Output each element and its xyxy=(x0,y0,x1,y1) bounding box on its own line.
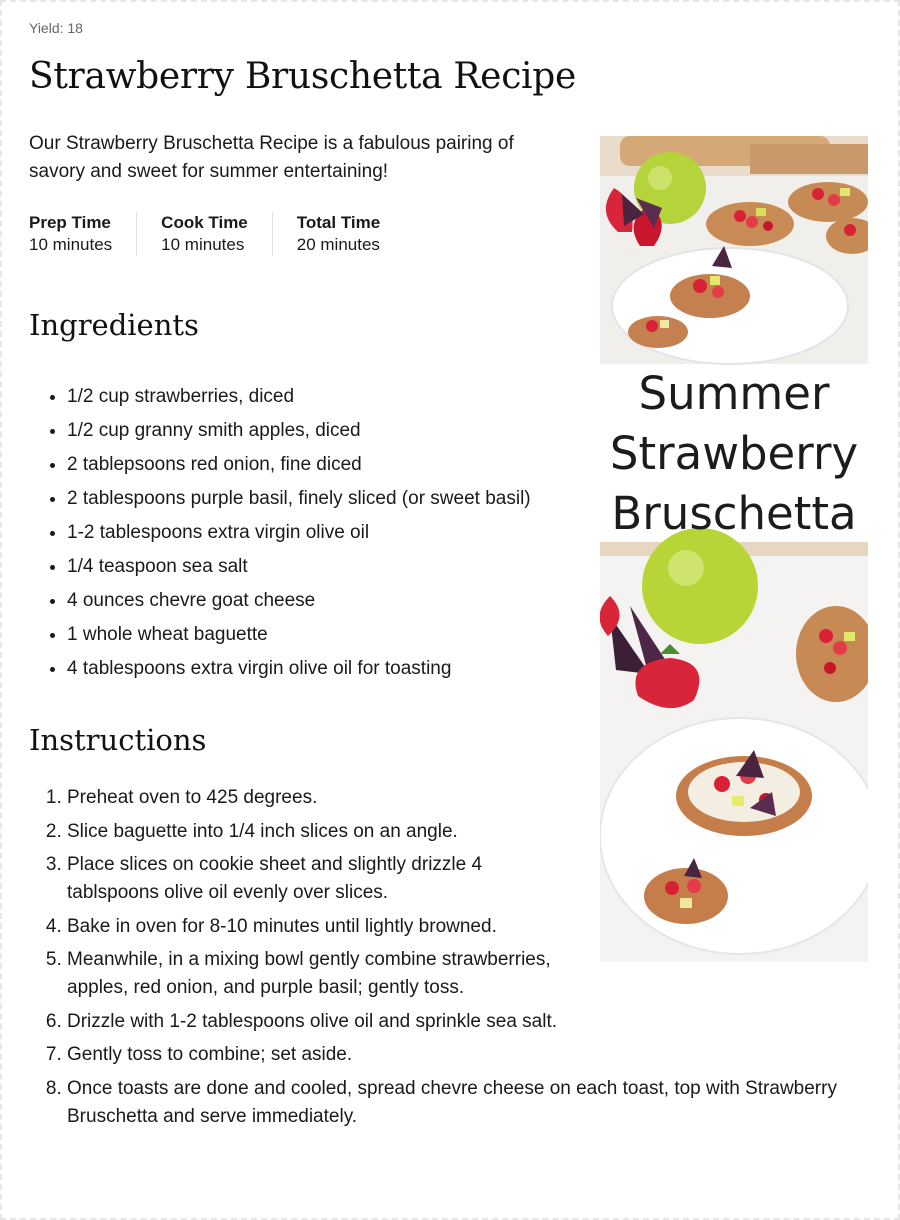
instruction-step: 5. Meanwhile, in a mixing bowl gently combine strawberries, apples, red onion, and purple basil; gently toss. xyxy=(67,946,559,1002)
prep-time-label: Prep Time xyxy=(29,213,111,232)
cook-time-label: Cook Time xyxy=(161,213,248,232)
ingredient-item: • 4 tablespoons extra virgin olive oil for toasting xyxy=(67,652,627,686)
photo-caption-line: Bruschetta xyxy=(611,487,857,540)
prep-time-value: 10 minutes xyxy=(29,235,113,254)
ingredients-heading: Ingredients xyxy=(29,308,199,342)
instruction-step: 2. Slice baguette into 1/4 inch slices on an angle. xyxy=(67,818,559,846)
total-time-label: Total Time xyxy=(296,213,381,232)
ingredients-list xyxy=(29,380,627,686)
yield-label: Yield: 18 xyxy=(29,20,83,36)
recipe-title: Strawberry Bruschetta Recipe xyxy=(29,56,577,97)
total-time xyxy=(297,212,404,256)
cook-time-value: 10 minutes xyxy=(161,235,245,254)
ingredient-item: • 1 whole wheat baguette xyxy=(67,618,627,652)
instruction-step: 7. Gently toss to combine; set aside. xyxy=(67,1041,900,1069)
ingredient-item: • 1-2 tablespoons extra virgin olive oil xyxy=(67,516,627,550)
recipe-times xyxy=(29,212,428,256)
cook-time xyxy=(161,212,273,256)
photo-caption-line: Summer xyxy=(638,367,830,420)
instruction-step: 8. Once toasts are done and cooled, spread chevre cheese on each toast, top with Strawberry Bruschetta and serve immediately. xyxy=(67,1075,900,1131)
instruction-step: 3. Place slices on cookie sheet and slightly drizzle 4 tablspoons olive oil evenly over slices. xyxy=(67,851,559,907)
instruction-step: 4. Bake in oven for 8-10 minutes until lightly browned. xyxy=(67,913,559,941)
ingredient-item: • 2 tablepsoons red onion, fine diced xyxy=(67,448,627,482)
ingredient-item: • 1/2 cup granny smith apples, diced xyxy=(67,414,627,448)
recipe-summary: Our Strawberry Bruschetta Recipe is a fabulous pairing of savory and sweet for summer entertaining! xyxy=(29,133,514,182)
instruction-step: 1. Preheat oven to 425 degrees. xyxy=(67,784,559,812)
instruction-step: 6. Drizzle with 1-2 tablespoons olive oil and sprinkle sea salt. xyxy=(67,1008,900,1036)
photo-caption-line: Strawberry xyxy=(609,427,859,480)
ingredient-item: • 2 tablespoons purple basil, finely sliced (or sweet basil) xyxy=(67,482,627,516)
photo-caption xyxy=(600,364,868,542)
instructions-heading: Instructions xyxy=(29,723,207,757)
ingredient-item: • 1/4 teaspoon sea salt xyxy=(67,550,627,584)
total-time-value: 20 minutes xyxy=(296,235,380,254)
instructions-list xyxy=(29,784,900,1136)
prep-time xyxy=(29,212,137,256)
ingredient-item: • 4 ounces chevre goat cheese xyxy=(67,584,627,618)
ingredient-item: • 1/2 cup strawberries, diced xyxy=(67,380,627,414)
